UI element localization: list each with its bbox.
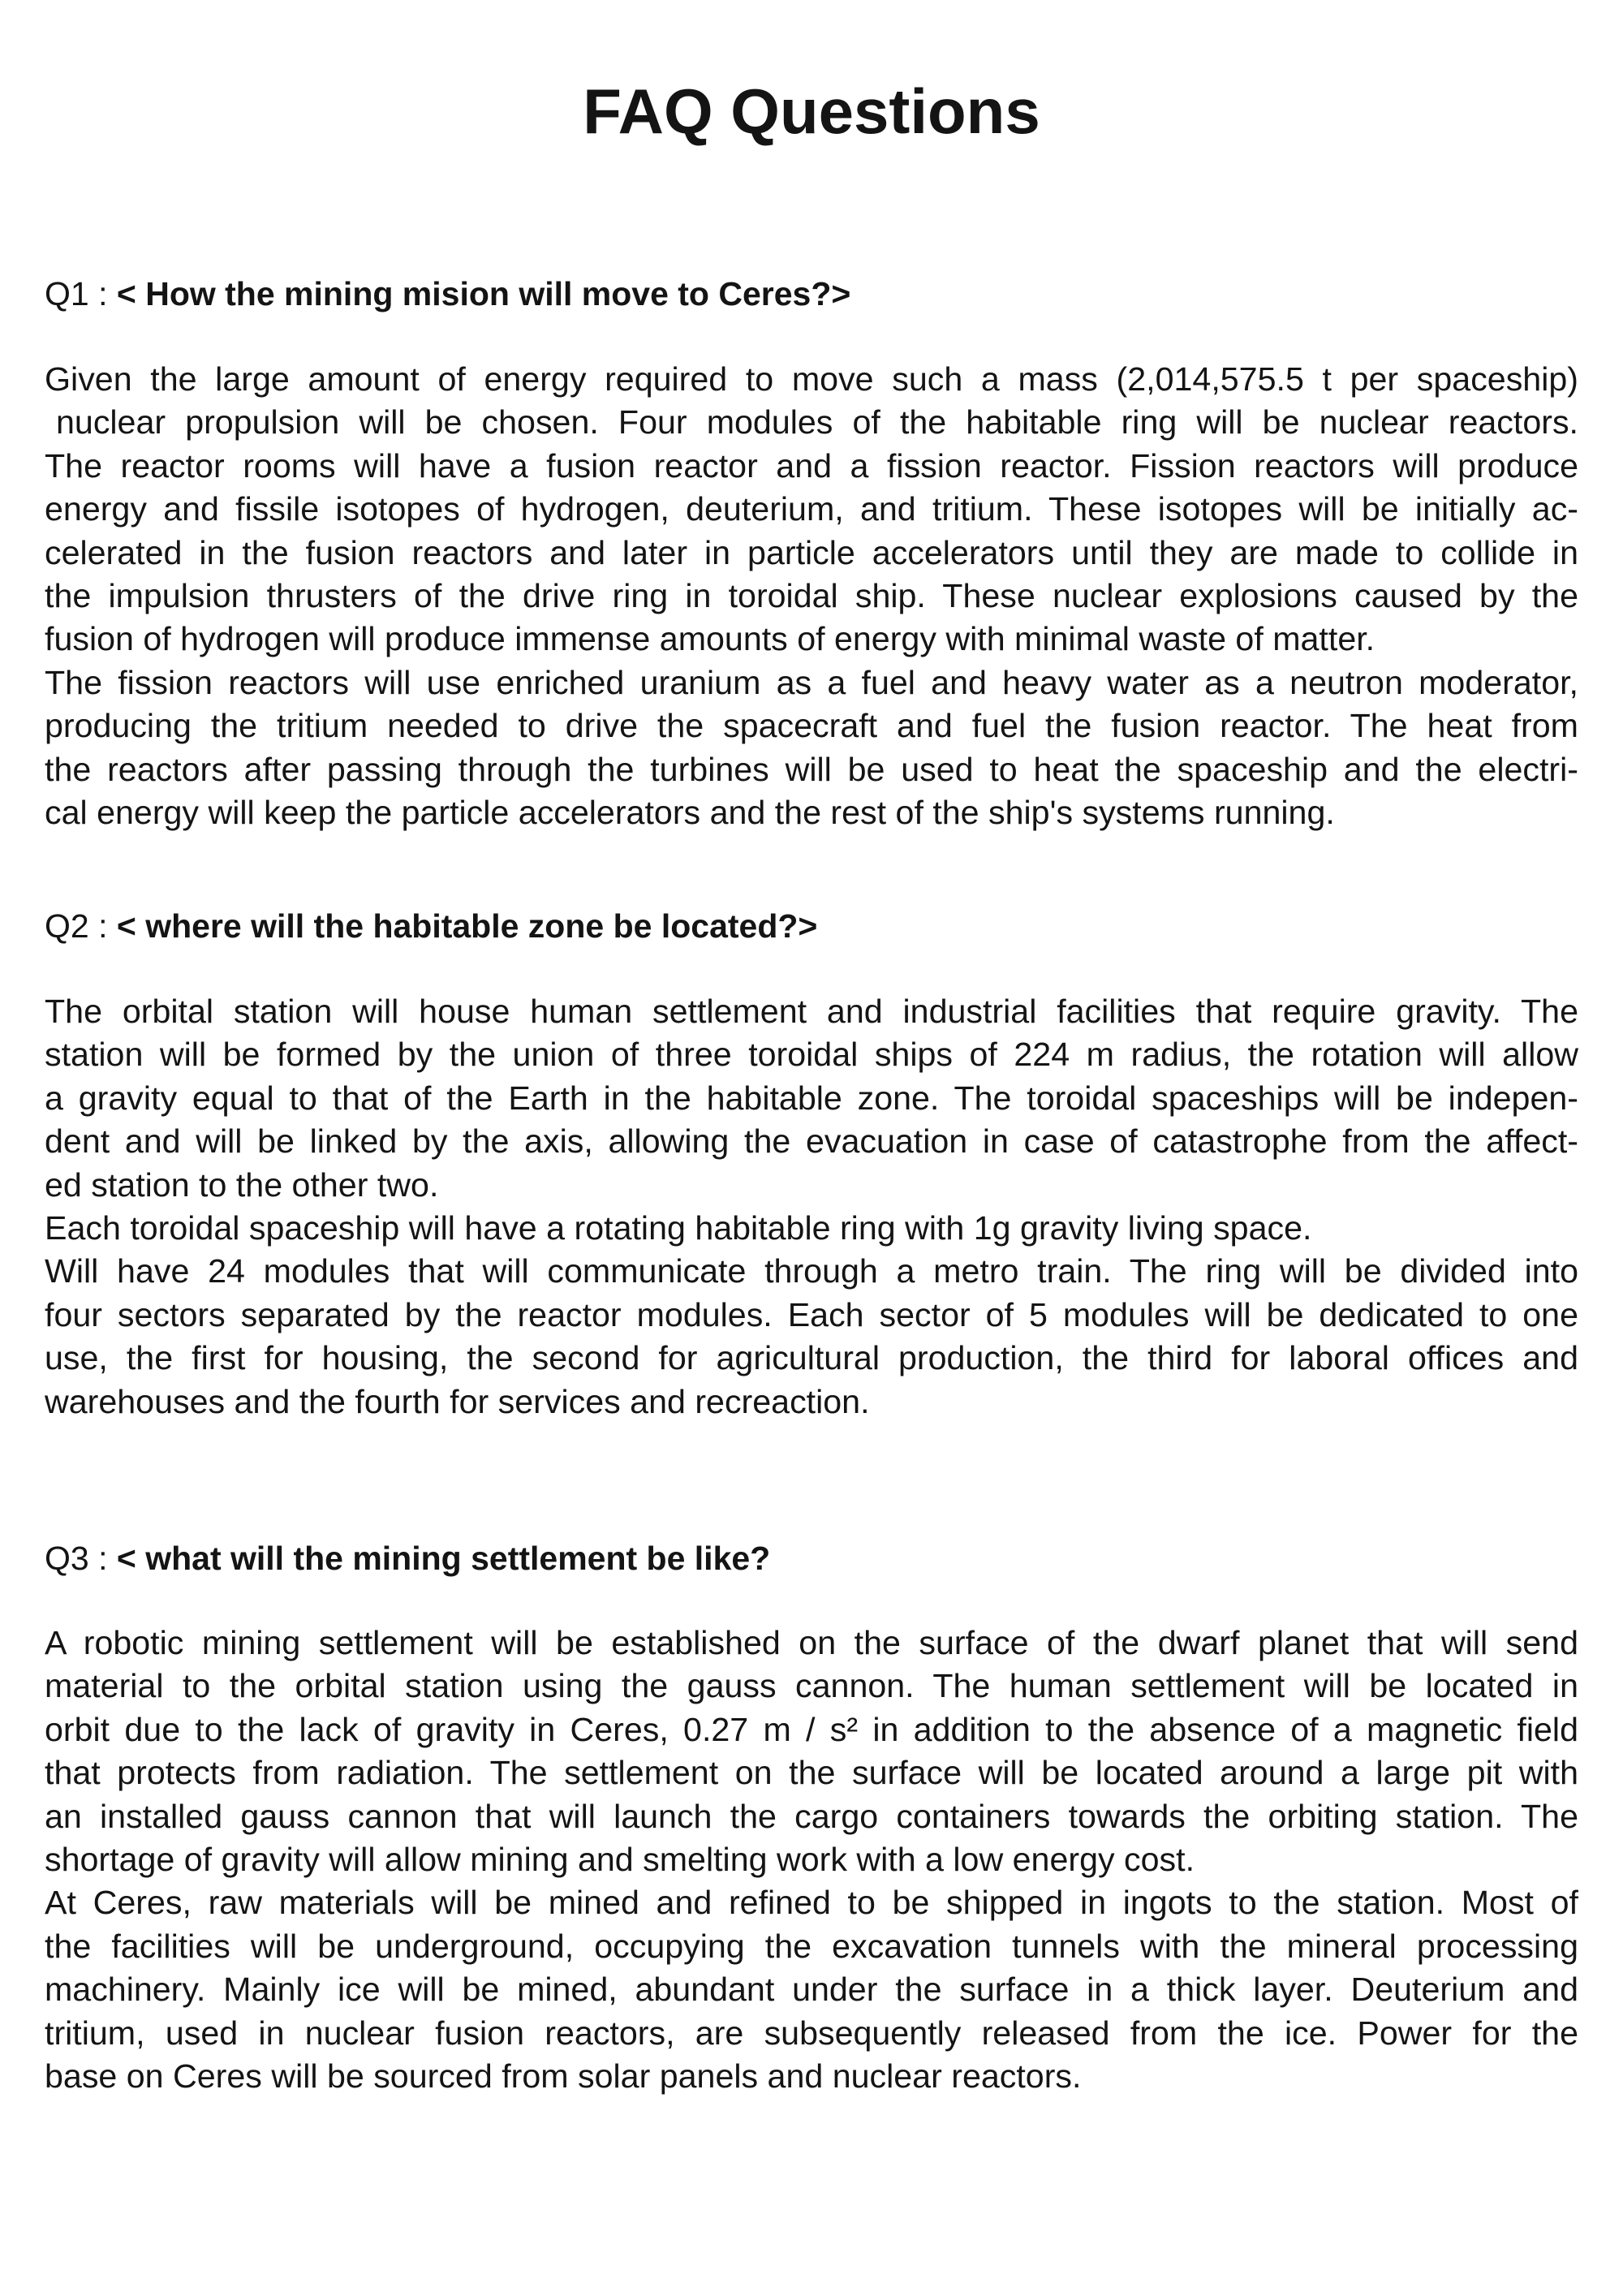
question-prefix: Q2 : <box>45 907 117 945</box>
question-text: < what will the mining settlement be like? <box>116 1540 771 1577</box>
answer-line: Given the large amount of energy required to move such a mass (2,014,575.5 t per spaceship) <box>45 360 1578 398</box>
answer-line: Each toroidal spaceship will have a rotating habitable ring with 1g gravity living space. <box>45 1209 1312 1247</box>
answer-line: The reactor rooms will have a fusion reactor and a fission reactor. Fission reactors will produce <box>45 446 1578 485</box>
question-text: < How the mining mision will move to Ceres?> <box>116 275 851 312</box>
answer-line: orbit due to the lack of gravity in Ceres, 0.27 m / s² in addition to the absence of a magnetic field <box>45 1710 1578 1748</box>
answer-line: four sectors separated by the reactor modules. Each sector of 5 modules will be dedicated to one <box>45 1295 1578 1333</box>
answer-line: machinery. Mainly ice will be mined, abundant under the surface in a thick layer. Deuterium and <box>45 1971 1578 2009</box>
answer-line: producing the tritium needed to drive the spacecraft and fuel the fusion reactor. The heat from <box>45 707 1578 745</box>
answer-line: base on Ceres will be sourced from solar panels and nuclear reactors. <box>45 2057 1082 2096</box>
question-prefix: Q3 : <box>45 1540 117 1577</box>
answer-line: A robotic mining settlement will be established on the surface of the dwarf planet that will send <box>45 1624 1578 1661</box>
answer-line: cal energy will keep the particle accelerators and the rest of the ship's systems running. <box>45 794 1335 832</box>
answer-line: shortage of gravity will allow mining and smelting work with a low energy cost. <box>45 1841 1195 1879</box>
answer-line: At Ceres, raw materials will be mined and refined to be shipped in ingots to the station. Most of <box>45 1884 1578 1922</box>
answer-line: nuclear propulsion will be chosen. Four modules of the habitable ring will be nuclear reactors. <box>56 403 1578 442</box>
answer-line: warehouses and the fourth for services and recreaction. <box>45 1382 870 1420</box>
question-3 <box>45 1542 770 1575</box>
answer-line: use, the first for housing, the second for agricultural production, the third for laboral offices and <box>45 1339 1578 1377</box>
answer-line: the impulsion thrusters of the drive ring in toroidal ship. These nuclear explosions caused by the <box>45 577 1578 615</box>
answer-2 <box>45 990 1578 1424</box>
question-prefix: Q1 : <box>45 275 117 312</box>
answer-line: the reactors after passing through the turbines will be used to heat the spaceship and the electri- <box>45 750 1578 788</box>
answer-line: Will have 24 modules that will communicate through a metro train. The ring will be divided into <box>45 1252 1578 1290</box>
answer-line: ed station to the other two. <box>45 1165 439 1204</box>
answer-line: the facilities will be underground, occupying the excavation tunnels with the mineral processing <box>45 1927 1578 1965</box>
answer-line: energy and fissile isotopes of hydrogen, deuterium, and tritium. These isotopes will be initially ac- <box>45 490 1578 528</box>
answer-1 <box>45 358 1578 834</box>
question-text: < where will the habitable zone be located?> <box>116 907 818 945</box>
answer-line: station will be formed by the union of three toroidal ships of 224 m radius, the rotation will allow <box>45 1036 1578 1074</box>
question-1 <box>45 275 851 312</box>
answer-line: dent and will be linked by the axis, allowing the evacuation in case of catastrophe from the affect- <box>45 1122 1578 1161</box>
answer-line: The fission reactors will use enriched uranium as a fuel and heavy water as a neutron moderator, <box>45 663 1578 701</box>
answer-line: tritium, used in nuclear fusion reactors, are subsequently released from the ice. Power for the <box>45 2014 1578 2052</box>
answer-3 <box>45 1622 1578 2098</box>
answer-line: that protects from radiation. The settlement on the surface will be located around a large pit with <box>45 1754 1578 1792</box>
answer-line: a gravity equal to that of the Earth in the habitable zone. The toroidal spaceships will be indepen- <box>45 1079 1578 1117</box>
answer-line: celerated in the fusion reactors and later in particle accelerators until they are made to collide in <box>45 533 1578 571</box>
question-2 <box>45 907 818 945</box>
page-title: FAQ Questions <box>583 75 1040 147</box>
answer-line: The orbital station will house human settlement and industrial facilities that require gravity. The <box>45 993 1578 1030</box>
answer-line: fusion of hydrogen will produce immense amounts of energy with minimal waste of matter. <box>45 620 1375 658</box>
answer-line: an installed gauss cannon that will launch the cargo containers towards the orbiting station. The <box>45 1797 1578 1835</box>
answer-line: material to the orbital station using the gauss cannon. The human settlement will be located in <box>45 1667 1578 1705</box>
